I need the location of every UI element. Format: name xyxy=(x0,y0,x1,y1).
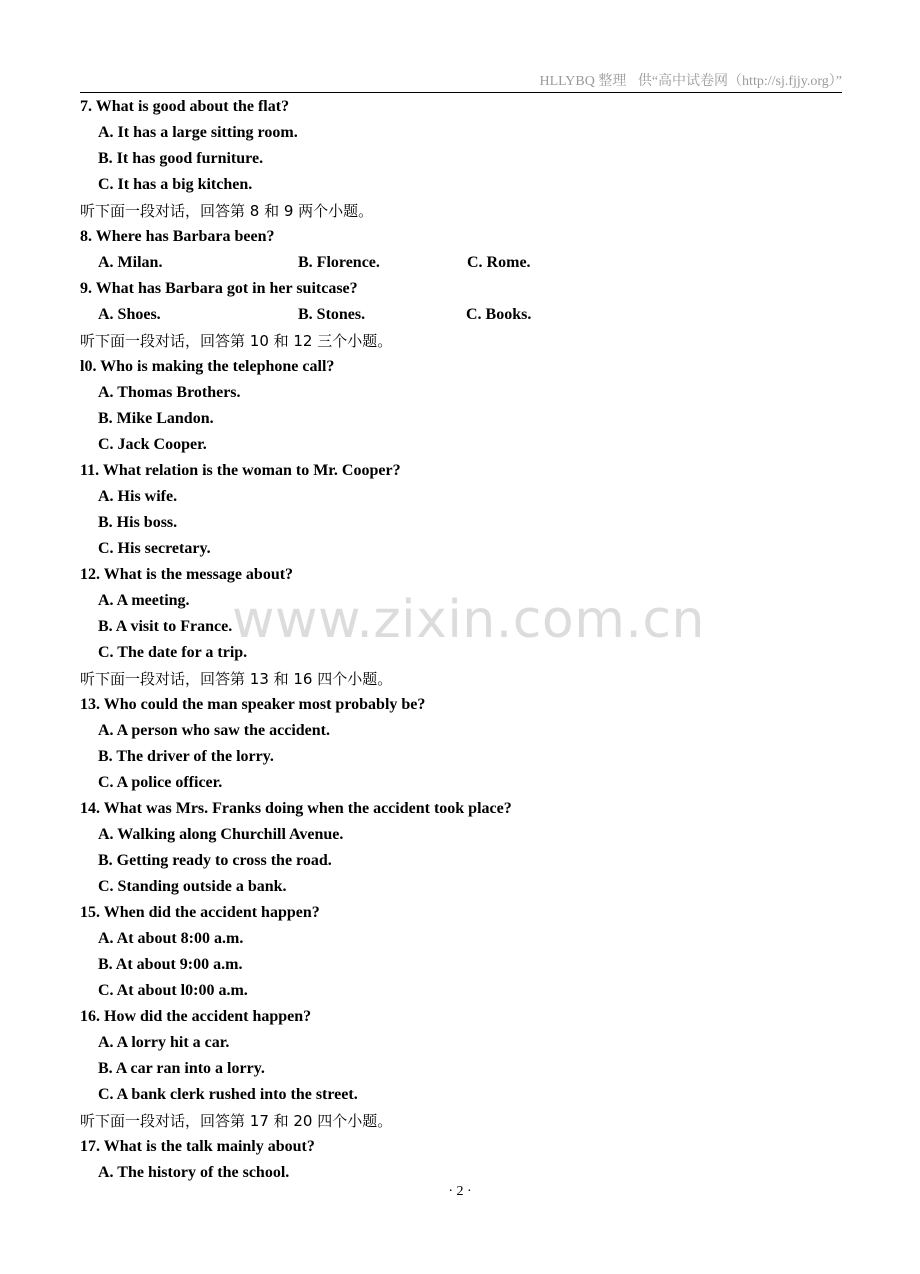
question-13: 13. Who could the man speaker most probably be? xyxy=(80,696,426,713)
instruction-10-12: 听下面一段对话，回答第 10 和 12 三个小题。 xyxy=(80,332,393,350)
option-9a: A. Shoes. xyxy=(98,306,161,323)
option-13a: A. A person who saw the accident. xyxy=(98,722,331,739)
option-7c: C. It has a big kitchen. xyxy=(98,176,253,193)
options-row-9 xyxy=(80,302,860,328)
option-12c: C. The date for a trip. xyxy=(98,644,248,661)
question-15: 15. When did the accident happen? xyxy=(80,904,320,921)
option-9c: C. Books. xyxy=(466,306,532,323)
option-8a: A. Milan. xyxy=(98,254,163,271)
instruction-17-20: 听下面一段对话，回答第 17 和 20 四个小题。 xyxy=(80,1112,393,1130)
page-header xyxy=(80,70,842,93)
question-16: 16. How did the accident happen? xyxy=(80,1008,312,1025)
question-list xyxy=(80,94,860,1186)
page-number: · 2 · xyxy=(448,1184,472,1199)
option-7b: B. It has good furniture. xyxy=(98,150,264,167)
option-11b: B. His boss. xyxy=(98,514,178,531)
question-11: 11. What relation is the woman to Mr. Cooper? xyxy=(80,462,401,479)
header-right-text: 供“高中试卷网（http://sj.fjjy.org）” xyxy=(637,74,842,89)
option-15a: A. At about 8:00 a.m. xyxy=(98,930,244,947)
option-11c: C. His secretary. xyxy=(98,540,211,557)
question-7: 7. What is good about the flat? xyxy=(80,98,290,115)
question-8: 8. Where has Barbara been? xyxy=(80,228,275,245)
option-8b: B. Florence. xyxy=(298,254,380,271)
instruction-8-9: 听下面一段对话，回答第 8 和 9 两个小题。 xyxy=(80,202,374,220)
option-14a: A. Walking along Churchill Avenue. xyxy=(98,826,344,843)
option-17a: A. The history of the school. xyxy=(98,1164,290,1181)
option-16a: A. A lorry hit a car. xyxy=(98,1034,230,1051)
option-10a: A. Thomas Brothers. xyxy=(98,384,241,401)
question-9: 9. What has Barbara got in her suitcase? xyxy=(80,280,358,297)
header-left-text: HLLYBQ 整理 xyxy=(539,74,627,89)
question-10: l0. Who is making the telephone call? xyxy=(80,358,335,375)
option-15c: C. At about l0:00 a.m. xyxy=(98,982,248,999)
option-14b: B. Getting ready to cross the road. xyxy=(98,852,332,869)
options-row-8 xyxy=(80,250,860,276)
watermark: www.zixin.com.cn xyxy=(232,590,705,650)
instruction-13-16: 听下面一段对话，回答第 13 和 16 四个小题。 xyxy=(80,670,393,688)
option-11a: A. His wife. xyxy=(98,488,178,505)
question-17: 17. What is the talk mainly about? xyxy=(80,1138,315,1155)
option-14c: C. Standing outside a bank. xyxy=(98,878,287,895)
option-10c: C. Jack Cooper. xyxy=(98,436,207,453)
option-12b: B. A visit to France. xyxy=(98,618,233,635)
option-9b: B. Stones. xyxy=(298,306,366,323)
option-7a: A. It has a large sitting room. xyxy=(98,124,298,141)
question-14: 14. What was Mrs. Franks doing when the accident took place? xyxy=(80,800,512,817)
option-16c: C. A bank clerk rushed into the street. xyxy=(98,1086,358,1103)
option-13c: C. A police officer. xyxy=(98,774,223,791)
question-12: 12. What is the message about? xyxy=(80,566,294,583)
option-10b: B. Mike Landon. xyxy=(98,410,214,427)
option-15b: B. At about 9:00 a.m. xyxy=(98,956,243,973)
option-8c: C. Rome. xyxy=(467,254,531,271)
option-13b: B. The driver of the lorry. xyxy=(98,748,274,765)
option-16b: B. A car ran into a lorry. xyxy=(98,1060,265,1077)
option-12a: A. A meeting. xyxy=(98,592,190,609)
